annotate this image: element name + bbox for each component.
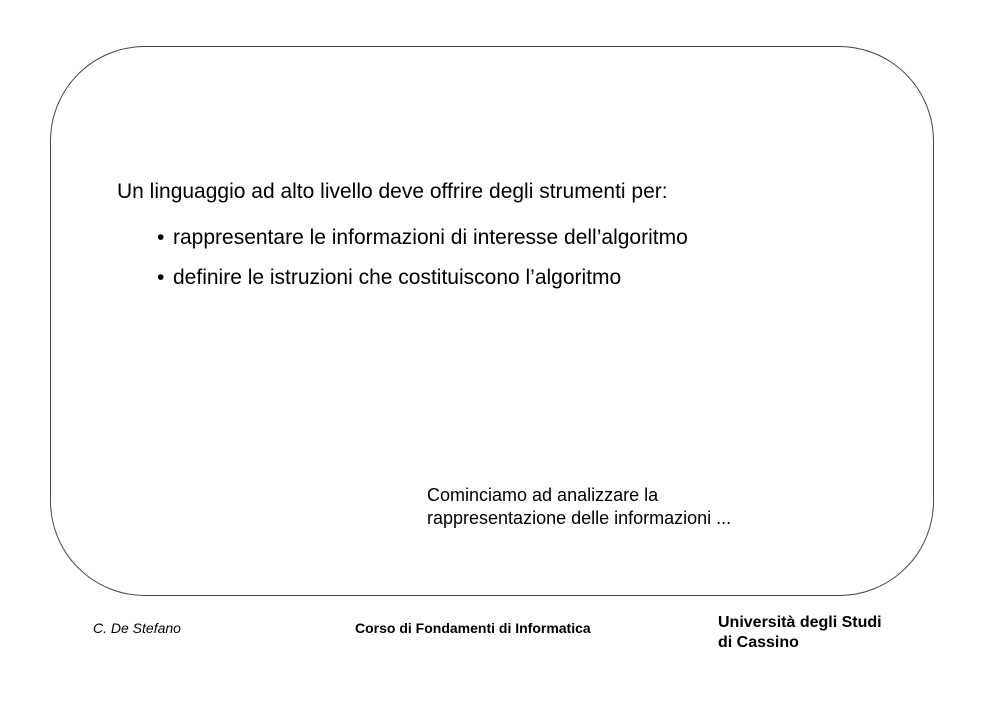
bullet-item: • rappresentare le informazioni di interesse dell’algoritmo — [157, 226, 688, 249]
bullet-item: • definire le istruzioni che costituiscono l’algoritmo — [157, 266, 622, 289]
footer-course: Corso di Fondamenti di Informatica — [355, 620, 591, 636]
intro-text: Un linguaggio ad alto livello deve offrire degli strumenti per: — [117, 180, 668, 203]
university-line-1: Università degli Studi — [718, 614, 882, 631]
university-line-2: di Cassino — [718, 634, 799, 651]
note-line-2: rappresentazione delle informazioni ... — [427, 508, 732, 528]
bullet-icon: • — [157, 266, 165, 289]
note-line-1: Cominciamo ad analizzare la — [427, 485, 659, 505]
bullet-icon: • — [157, 226, 165, 249]
bullet-list — [157, 225, 688, 305]
closing-note — [427, 484, 731, 530]
footer-author: C. De Stefano — [93, 620, 181, 636]
footer-university — [718, 613, 882, 653]
